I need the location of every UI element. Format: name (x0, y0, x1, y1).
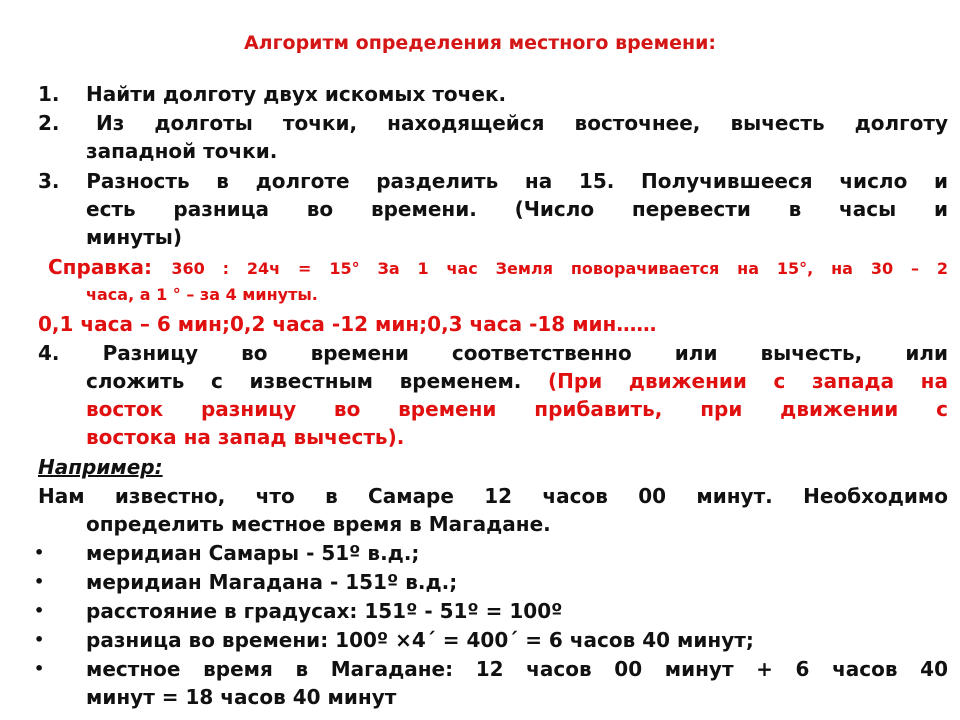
note-line-2: часа, а 1 ° – за 4 минуты. (86, 285, 318, 304)
step-4-line-4: востока на запад вычесть). (86, 425, 405, 449)
step-3-line-1: 3. Разность в долготе разделить на 15. Получившееся число и (38, 169, 948, 193)
step-4-line-1: 4. Разницу во времени соответственно или вычесть, или (38, 341, 948, 365)
step-2-line-1: Из долготы точки, находящейся восточнее, вычесть долготу (96, 111, 948, 135)
note-text-1: 360 : 24ч = 15° За 1 час Земля поворачивается на 15°, на 30 – 2 (171, 259, 948, 278)
step-3-line-2: есть разница во времени. (Число перевести в часы и (86, 197, 948, 221)
bullet-icon: • (34, 601, 45, 620)
note-label: Справка: (48, 255, 153, 279)
bullet-icon: • (34, 543, 45, 562)
step-4-line-2 (86, 369, 948, 393)
conversion-table: 0,1 часа – 6 мин;0,2 часа -12 мин;0,3 часа -18 мин…… (38, 312, 657, 336)
step-2-number: 2. (38, 111, 60, 135)
bullet-icon: • (34, 630, 45, 649)
note-line-1 (48, 255, 948, 281)
example-item-4: разница во времени: 100º ×4´ = 400´ = 6 часов 40 минут; (86, 628, 754, 652)
bullet-icon: • (34, 659, 45, 678)
bullet-icon: • (34, 572, 45, 591)
example-item-5: местное время в Магадане: 12 часов 00 минут + 6 часов 40 (86, 657, 948, 681)
page-title: Алгоритм определения местного времени: (243, 32, 717, 54)
step-1-number: 1. (38, 82, 60, 106)
example-line-2: определить местное время в Магадане. (86, 512, 551, 536)
step-3-line-3: минуты) (86, 225, 183, 249)
step-2-line-2: западной точки. (86, 139, 278, 163)
example-item-2: меридиан Магадана - 151º в.д.; (86, 570, 458, 594)
step-4-line-2-black: сложить с известным временем. (86, 369, 548, 393)
example-item-5-continuation: минут = 18 часов 40 минут (86, 685, 397, 709)
example-item-3: расстояние в градусах: 151º - 51º = 100º (86, 599, 563, 623)
step-4-line-3: восток разницу во времени прибавить, при движении с (86, 397, 948, 421)
example-line-1: Нам известно, что в Самаре 12 часов 00 минут. Необходимо (38, 484, 948, 508)
step-4-line-2-red: (При движении с запада на (548, 369, 948, 393)
example-heading: Например: (38, 455, 163, 479)
step-1-text: Найти долготу двух искомых точек. (86, 82, 507, 106)
example-item-1: меридиан Самары - 51º в.д.; (86, 541, 420, 565)
